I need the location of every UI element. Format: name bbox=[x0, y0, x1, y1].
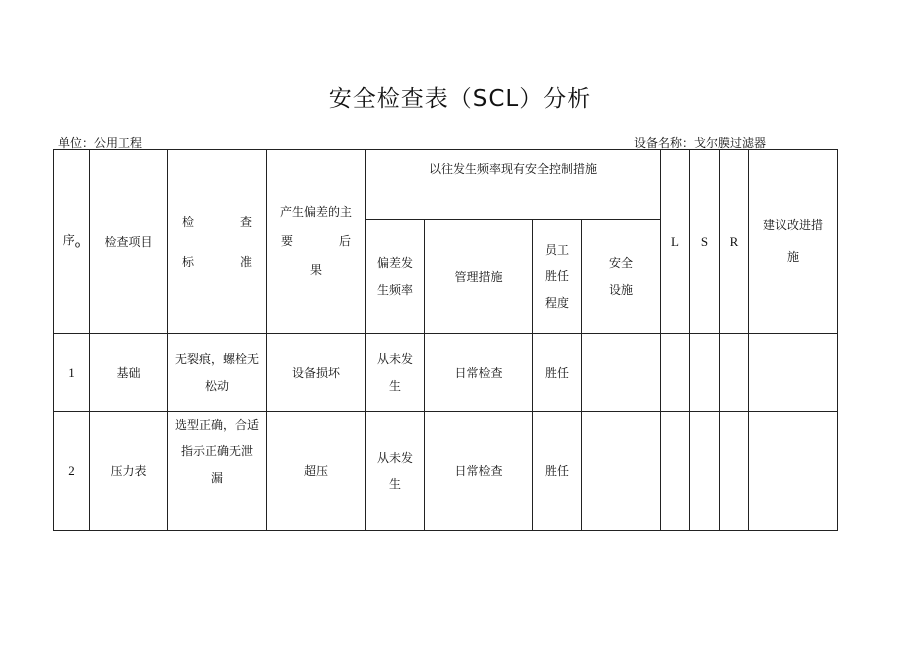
row-suggestion bbox=[749, 412, 838, 531]
header-seq: 序$_o$ bbox=[54, 150, 90, 334]
row-S bbox=[690, 334, 720, 412]
row-staff-competence: 胜任 bbox=[533, 412, 582, 531]
row-frequency: 从未发 生 bbox=[366, 334, 425, 412]
row-standard: 选型正确，合适 指示正确无泄 漏 bbox=[168, 412, 267, 531]
header-S: S bbox=[690, 150, 720, 334]
row-management: 日常检查 bbox=[425, 412, 533, 531]
header-frequency: 偏差发 生频率 bbox=[366, 220, 425, 334]
header-staff-competence: 员工 胜任 程度 bbox=[533, 220, 582, 334]
row-L bbox=[661, 412, 690, 531]
row-safety-facility bbox=[582, 412, 661, 531]
header-row-1 bbox=[54, 150, 838, 220]
equipment-label: 设备名称：戈尔膜过滤器 bbox=[634, 136, 767, 150]
header-consequence: 产生偏差的主 要 后 果 bbox=[267, 150, 366, 334]
header-control-group: 以往发生频率现有安全控制措施 bbox=[366, 150, 661, 220]
row-seq: 2 bbox=[54, 412, 90, 531]
header-management: 管理措施 bbox=[425, 220, 533, 334]
row-L bbox=[661, 334, 690, 412]
row-consequence: 设备损坏 bbox=[267, 334, 366, 412]
row-suggestion bbox=[749, 334, 838, 412]
row-safety-facility bbox=[582, 334, 661, 412]
unit-label: 单位：公用工程 bbox=[58, 136, 143, 150]
row-item: 基础 bbox=[90, 334, 168, 412]
row-frequency: 从未发 生 bbox=[366, 412, 425, 531]
table-row bbox=[54, 412, 838, 531]
row-staff-competence: 胜任 bbox=[533, 334, 582, 412]
header-item: 检查项目 bbox=[90, 150, 168, 334]
table-row bbox=[54, 334, 838, 412]
row-item: 压力表 bbox=[90, 412, 168, 531]
row-seq: 1 bbox=[54, 334, 90, 412]
row-R bbox=[720, 412, 749, 531]
header-suggestion: 建议改进措 施 bbox=[749, 150, 838, 334]
header-R: R bbox=[720, 150, 749, 334]
row-management: 日常检查 bbox=[425, 334, 533, 412]
header-standard: 检 查 标 准 bbox=[168, 150, 267, 334]
row-standard: 无裂痕，螺栓无 松动 bbox=[168, 334, 267, 412]
header-L: L bbox=[661, 150, 690, 334]
row-R bbox=[720, 334, 749, 412]
row-consequence: 超压 bbox=[267, 412, 366, 531]
header-safety-facility: 安全 设施 bbox=[582, 220, 661, 334]
page-title: 安全检查表（SCL）分析 bbox=[328, 86, 592, 112]
row-S bbox=[690, 412, 720, 531]
scl-table bbox=[53, 149, 838, 531]
